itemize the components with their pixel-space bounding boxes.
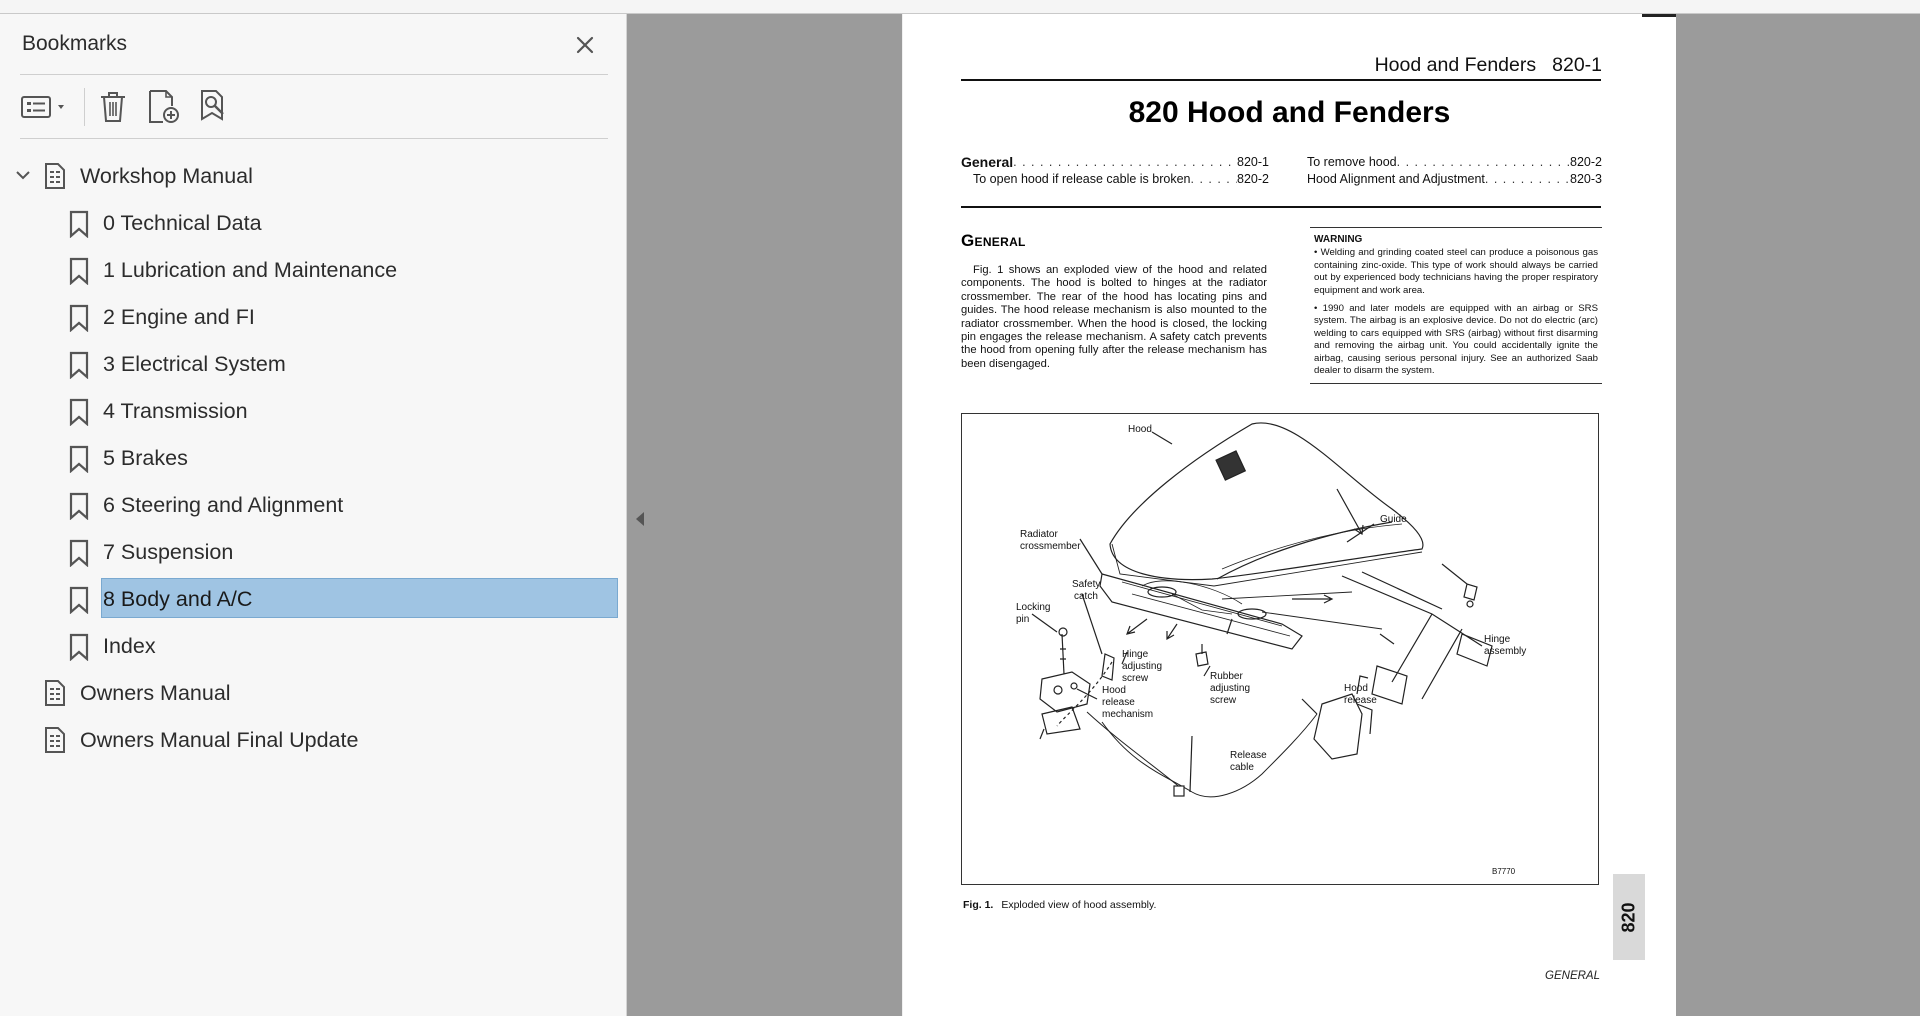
toc-entry[interactable] [961,171,1269,188]
bookmark-icon [68,633,90,661]
new-bookmark-button[interactable] [145,86,183,128]
head-rule [961,79,1601,81]
figure-caption [963,899,1156,911]
toc-label: Hood Alignment and Adjustment [1307,172,1485,186]
delete-bookmark-button[interactable] [96,86,130,128]
trash-icon [98,90,128,124]
find-bookmark-button[interactable] [198,86,232,128]
figure-exploded-view [961,413,1599,885]
label-hinge-screw-1: Hinge [1122,649,1149,660]
bookmark-label: Owners Manual [80,681,231,705]
figure-caption-text: Exploded view of hood assembly. [1001,899,1157,911]
label-mech-3: mechanism [1102,709,1154,720]
top-strip [0,0,1920,14]
caret-left-icon [633,505,647,533]
bookmark-label: 6 Steering and Alignment [103,493,344,517]
toolbar-separator [84,88,85,126]
body-paragraph: Fig. 1 shows an exploded view of the hood and related components. The hood is bolted to hinges at the radiator crossmember. The rear of the hood has locating pins and guides. The hood release mechanism is also mounted to the radiator crossmember. When the hood is closed, the locking pin engages the release mechanism. A safety catch prevents the hood from opening fully after the release mechanism has been disengaged. [961,264,1267,370]
warning-item: • 1990 and later models are equipped with an airbag or SRS system. The airbag is an explosive device. Do not do electric (arc) welding to cars equipped with SRS (airbag) without first disarming and removing the airbag unit. You could accidentally ignite the airbag, causing serious personal injury. See an authorized Saab dealer to disarm the system. [1314,303,1598,377]
close-panel-button[interactable] [570,30,600,60]
toc-leader [1485,171,1570,188]
label-radiator-1: Radiator [1020,529,1058,540]
bookmark-icon [68,539,90,567]
bookmarks-panel [0,14,627,1016]
close-icon [570,30,600,60]
section-title: General [961,231,1026,250]
label-safety-1: Safety [1072,579,1101,590]
bookmark-label: Workshop Manual [80,164,253,188]
bookmark-add-icon [146,89,182,125]
toc-label: General [961,154,1014,170]
toc-entry[interactable] [1307,154,1602,171]
label-hinge-screw-3: screw [1122,673,1149,684]
label-guide: Guide [1380,514,1407,525]
warning-box [1310,227,1602,384]
chapter-title: 820 Hood and Fenders [1128,96,1451,129]
bookmark-label: 7 Suspension [103,540,234,564]
toc-leader [1397,154,1570,171]
bookmark-technical-data[interactable] [0,199,627,246]
bookmark-lubrication[interactable] [0,246,627,293]
list-options-icon [20,92,72,122]
panel-divider-top [20,74,608,75]
page-footer: GENERAL [1545,970,1600,982]
bookmark-icon [68,257,90,285]
label-locking-2: pin [1016,614,1030,625]
collapse-panel-handle[interactable] [633,505,647,533]
bookmark-label: 8 Body and A/C [103,587,253,611]
toc-page: 820-2 [1570,155,1602,169]
bookmark-owners-manual-final-update[interactable] [0,716,627,763]
label-locking-1: Locking [1016,602,1051,613]
toc-label: To remove hood [1307,155,1397,169]
panel-divider-bottom [20,138,608,139]
bookmark-electrical[interactable] [0,340,627,387]
bookmark-label: Index [103,634,156,658]
bookmark-steering[interactable] [0,481,627,528]
bookmark-icon [68,586,90,614]
document-tree-icon [44,726,68,754]
toc-rule [961,206,1601,208]
panel-title: Bookmarks [22,32,128,55]
bookmark-tree [0,152,627,763]
bookmark-label: Owners Manual Final Update [80,728,359,752]
bookmark-icon [68,210,90,238]
label-hinge-asm-1: Hinge [1484,634,1511,645]
label-hinge-asm-2: assembly [1484,646,1527,657]
toc-right [1307,154,1602,188]
label-mech-2: release [1102,697,1135,708]
bookmark-owners-manual[interactable] [0,669,627,716]
section-thumb-tab [1613,874,1645,960]
label-radiator-2: crossmember [1020,541,1081,552]
label-rubber-3: screw [1210,695,1237,706]
document-page [903,14,1676,1016]
bookmark-icon [68,492,90,520]
figure-caption-number: Fig. 1. [963,899,994,911]
toc-page: 820-3 [1570,172,1602,186]
hood-assembly-illustration [962,414,1598,884]
bookmark-label: 2 Engine and FI [103,305,255,329]
bookmark-search-icon [198,89,232,125]
label-hinge-screw-2: adjusting [1122,661,1163,672]
document-tree-icon [44,162,68,190]
label-cable-1: Release [1230,750,1267,761]
label-release-2: release [1344,695,1377,706]
section-tab-label: 820 [1618,901,1639,933]
bookmark-index[interactable] [0,622,627,669]
toc-page: 820-1 [1237,155,1269,169]
bookmark-icon [68,351,90,379]
toc-entry[interactable] [961,154,1269,171]
bookmark-label: 4 Transmission [103,399,248,423]
toc-left [961,154,1269,188]
bookmark-label: 0 Technical Data [103,211,262,235]
bookmark-suspension[interactable] [0,528,627,575]
bookmark-label: 3 Electrical System [103,352,286,376]
options-menu-button[interactable] [20,86,72,128]
bookmark-transmission[interactable] [0,387,627,434]
running-head-title: Hood and Fenders [1374,54,1537,76]
toc-page: 820-2 [1237,172,1269,186]
toc-leader [1013,154,1237,171]
label-cable-2: cable [1230,762,1254,773]
bookmark-icon [68,445,90,473]
warning-title: WARNING [1314,234,1363,245]
label-mech-1: Hood [1102,685,1126,696]
label-safety-2: catch [1074,591,1098,602]
bookmark-engine[interactable] [0,293,627,340]
page-edge-mark [1642,14,1676,17]
toc-entry[interactable] [1307,171,1602,188]
bookmark-body-ac[interactable] [0,575,627,622]
running-head [1359,54,1602,77]
label-release-1: Hood [1344,683,1368,694]
bookmark-label: 1 Lubrication and Maintenance [103,258,398,282]
running-head-page: 820-1 [1552,54,1602,76]
toc-label: To open hood if release cable is broken [973,172,1191,186]
bookmark-workshop-manual[interactable] [0,152,627,199]
label-hood: Hood [1128,424,1152,435]
toc-leader [1191,171,1238,188]
label-rubber-1: Rubber [1210,671,1243,682]
label-rubber-2: adjusting [1210,683,1251,694]
document-tree-icon [44,679,68,707]
bookmark-icon [68,398,90,426]
bookmark-icon [68,304,90,332]
chevron-down-icon[interactable] [14,166,32,184]
bookmark-label: 5 Brakes [103,446,188,470]
figure-code: B7770 [1492,867,1516,876]
warning-item: • Welding and grinding coated steel can produce a poisonous gas containing zinc-oxide. This type of work should always be carried out by experienced body technicians having the proper respiratory equipment and work area. [1314,247,1598,296]
bookmark-brakes[interactable] [0,434,627,481]
